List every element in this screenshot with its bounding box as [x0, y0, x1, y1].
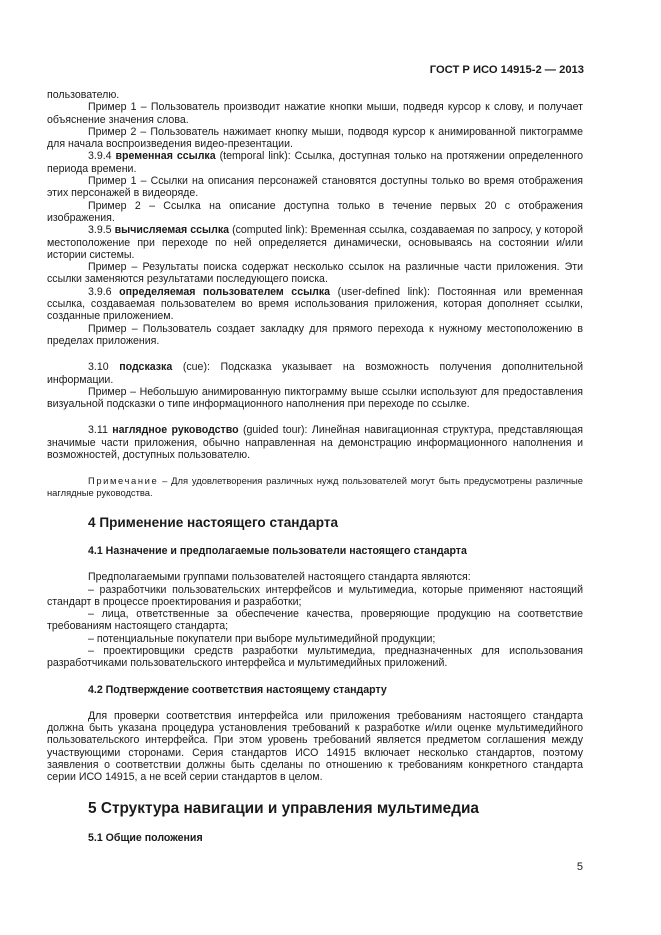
- list-item: – проектировщики средств разработки мультимедиа, предназначенных для использования разработчиками пользовательского интерфейса и мультимедийных приложений.: [47, 644, 583, 670]
- term-text: (user-defined link): Постоянная или временная ссылка, создаваемая пользователем во время использования приложения, которая дополняет ссылки, созданные приложением.: [47, 285, 583, 323]
- subsection-heading: 5.1 Общие положения: [88, 831, 203, 844]
- term-name: вычисляемая ссылка: [114, 224, 230, 237]
- term-definition: [47, 224, 583, 261]
- paragraph: Предполагаемыми группами пользователей настоящего стандарта являются:: [88, 571, 471, 584]
- term-definition: [47, 286, 583, 323]
- term-text: (temporal link): Ссылка, доступная только на протяжении определенного периода времени.: [47, 150, 583, 175]
- example-paragraph: Пример – Результаты поиска содержат несколько ссылок на различные части приложения. Эти ссылки заменяются результатами последующего поиска.: [47, 261, 583, 286]
- example-paragraph: Пример 1 – Пользователь производит нажатие кнопки мыши, подведя курсор к слову, и получает объяснение значения слова.: [47, 101, 583, 126]
- term-number: 3.11: [88, 424, 108, 437]
- paragraph: пользователю.: [47, 89, 120, 101]
- term-name: подсказка: [119, 361, 173, 374]
- section-heading: 5 Структура навигации и управления мультимедиа: [88, 799, 479, 817]
- note-text: – Для удовлетворения различных нужд пользователей могут быть предусмотрены различные наглядные руководства.: [47, 475, 583, 498]
- term-name: временная ссылка: [115, 150, 216, 163]
- term-name: наглядное руководство: [112, 424, 239, 437]
- term-number: 3.9.5: [88, 224, 112, 237]
- subsection-heading: 4.1 Назначение и предполагаемые пользователи настоящего стандарта: [88, 544, 467, 557]
- term-definition: [47, 361, 583, 386]
- example-paragraph: Пример 2 – Ссылка на описание доступна только в течение первых 20 с отображения изображения.: [47, 199, 583, 224]
- note-label: Примечание: [88, 475, 159, 487]
- term-text: (guided tour): Линейная навигационная структура, представляющая значимые части приложения, обычно направленная на демонстрацию информационного наполнения и возможностей, доступных пользователю.: [47, 424, 583, 462]
- example-paragraph: Пример – Пользователь создает закладку для прямого перехода к нужному местоположению в пределах приложения.: [47, 322, 583, 347]
- page-number: 5: [576, 861, 583, 873]
- example-paragraph: Пример – Небольшую анимированную пиктограмму выше ссылки используют для предоставления визуальной подсказки о типе информационного наполнения при переходе по ссылке.: [47, 385, 583, 411]
- subsection-heading: 4.2 Подтверждение соответствия настоящему стандарту: [88, 683, 387, 696]
- example-paragraph: Пример 2 – Пользователь нажимает кнопку мыши, подводя курсор к анимированной пиктограмме для начала воспроизведения видео-презентации.: [47, 125, 583, 151]
- section-heading: 4 Применение настоящего стандарта: [88, 514, 339, 530]
- term-name: определяемая пользователем ссылка: [119, 285, 331, 298]
- term-number: 3.9.6: [88, 285, 112, 298]
- note-paragraph: [47, 475, 583, 498]
- list-item: – потенциальные покупатели при выборе мультимедийной продукции;: [88, 632, 436, 645]
- term-number: 3.10: [88, 361, 109, 374]
- term-definition: [47, 424, 583, 461]
- paragraph: Для проверки соответствия интерфейса или приложения требованиям настоящего стандарта должна быть указана процедура установления требований к разработке и/или оценке мультимедийного пользовательского интерфейса. При этом уровень требований является предметом соглашения между участвующими сторонами. Серия стандартов ИСО 14915 включает несколько стандартов, поэтому заявления о соответствии должны быть сделаны по отношению к требованиям конкретного стандарта серии ИСО 14915, а не всей серии стандартов в целом.: [47, 709, 583, 784]
- list-item: – разработчики пользовательских интерфейсов и мультимедиа, которые применяют настоящий стандарт в процессе проектирования и разработки;: [47, 583, 583, 608]
- standard-header: ГОСТ Р ИСО 14915-2 — 2013: [429, 64, 584, 76]
- term-definition: [47, 150, 583, 175]
- term-number: 3.9.4: [88, 150, 112, 163]
- term-text: (computed link): Временная ссылка, создаваемая по запросу, у которой местоположение при переходе по ней определяется динамически, основываясь на состоянии и/или истории системы.: [47, 224, 583, 261]
- list-item: – лица, ответственные за обеспечение качества, проверяющие продукцию на соответствие требованиям настоящего стандарта;: [47, 608, 583, 633]
- term-text: (cue): Подсказка указывает на возможность получения дополнительной информации.: [47, 361, 583, 386]
- page-content: [47, 89, 583, 844]
- example-paragraph: Пример 1 – Ссылки на описания персонажей становятся доступны только во время отображения этих персонажей в видеоряде.: [47, 175, 583, 200]
